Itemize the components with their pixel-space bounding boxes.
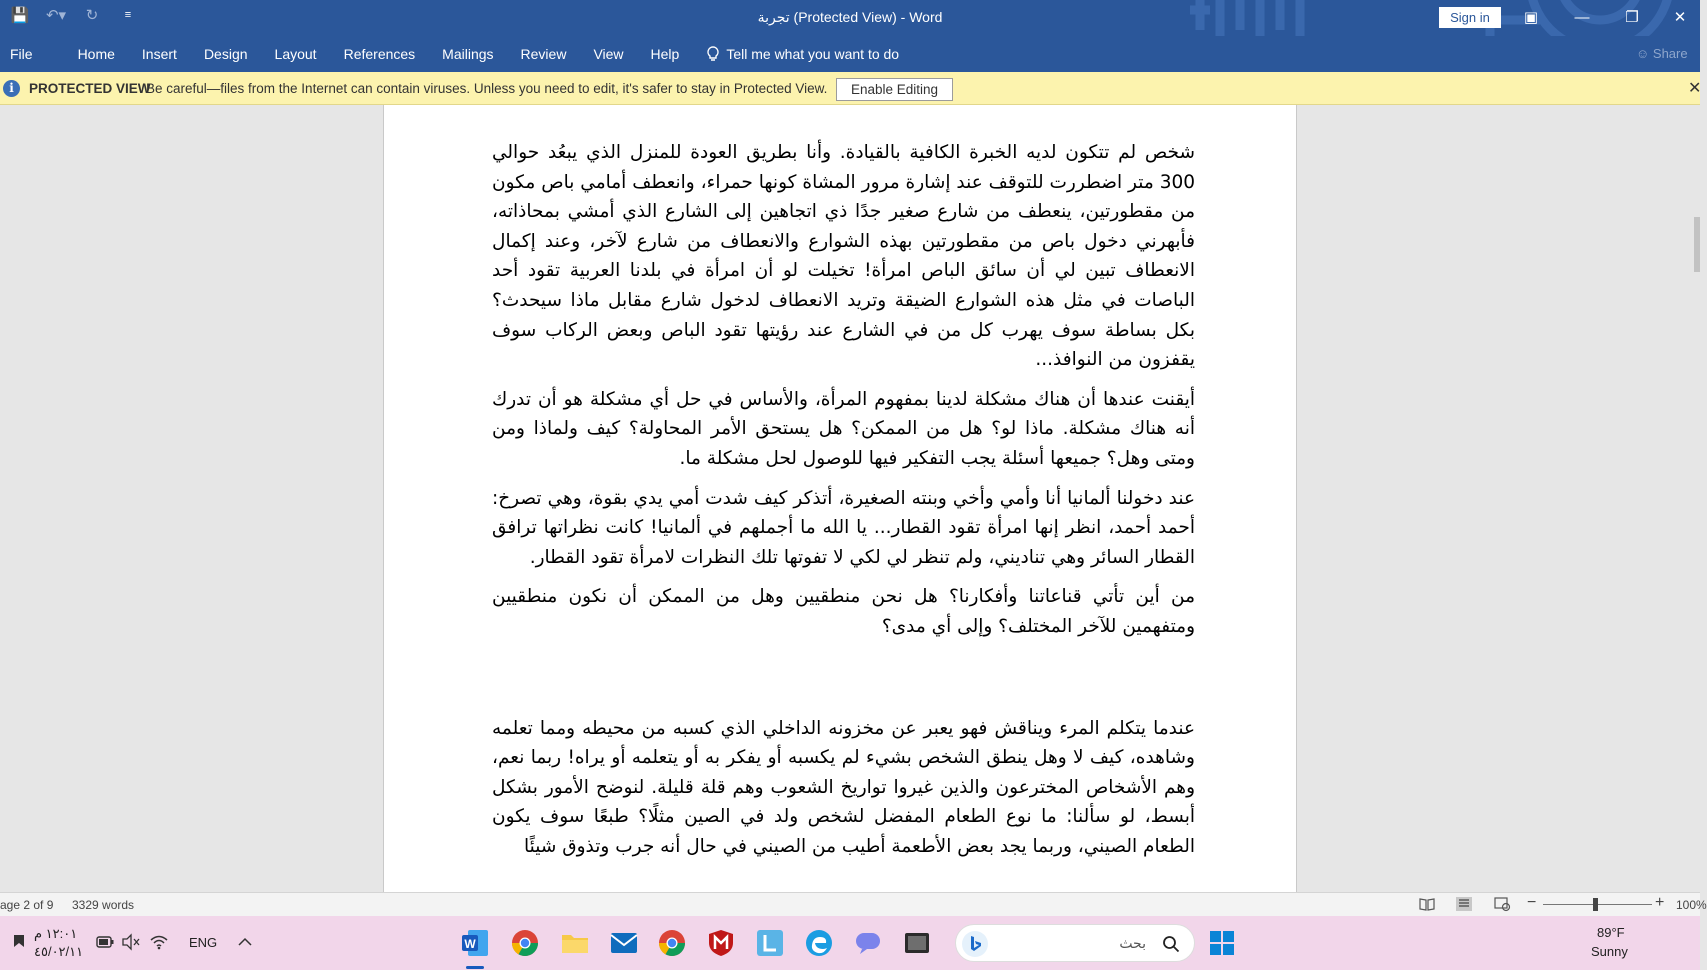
zoom-out-button[interactable]: − (1527, 894, 1537, 911)
window-title: تجربة (Protected View) - Word (757, 9, 943, 25)
tab-references[interactable]: References (343, 46, 416, 62)
info-icon: i (3, 80, 20, 97)
tab-home[interactable]: Home (77, 46, 115, 62)
tell-me-search[interactable] (706, 46, 899, 62)
document-body (492, 138, 1195, 871)
protected-view-title: PROTECTED VIEW (29, 81, 151, 96)
scrollbar-thumb[interactable] (1694, 217, 1700, 272)
document-page (383, 105, 1297, 892)
document-area (0, 105, 1700, 892)
paragraph: شخص لم تتكون لديه الخبرة الكافية بالقيادة. وأنا بطريق العودة للمنزل الذي يبعُد حوالي 300 متر اضطررت للتوقف عند إشارة مرور المشاة كونها حمراء، وانعطف أمامي باص مكون من مقطورتين، ينعطف من شارع صغير جدًا ذي اتجاهين إلى الشارع الذي أمشي بمحاذاته، فأبهرني دخول باص من مقطورتين بهذه الشوارع والانعطاف من شارع لآخر، وعند إكمال الانعطاف تبين لي أن سائق الباص امرأة! تخيلت لو أن امرأة في بلدنا العربية تقود أحد الباصات في مثل هذه الشوارع الضيقة وتريد الانعطاف لدخول شارع مقابل ماذا سيحدث؟ بكل بساطة سوف يهرب كل من في الشارع عند رؤيتها تقود الباص وبعض الركاب سوف يقفزون من النوافذ... (492, 142, 1195, 371)
svg-text:W: W (464, 937, 476, 951)
ribbon-display-options-icon[interactable]: ▣ (1523, 9, 1539, 26)
learning-app-icon[interactable] (751, 924, 789, 962)
notification-icon[interactable] (10, 933, 28, 951)
chat-icon[interactable] (849, 924, 887, 962)
taskbar (0, 916, 1700, 970)
wifi-icon[interactable] (150, 934, 168, 950)
clock-date[interactable]: ٤٥/٠٢/١١ (34, 944, 84, 959)
start-icon[interactable] (1203, 924, 1241, 962)
media-player-icon[interactable] (898, 924, 936, 962)
chrome-profile-icon[interactable] (653, 924, 691, 962)
protected-view-bar (0, 72, 1700, 105)
zoom-in-button[interactable]: + (1655, 894, 1665, 911)
person-icon: ☺ (1636, 46, 1650, 61)
customize-qat-icon[interactable]: ≡ (124, 9, 132, 21)
paragraph: عندما يتكلم المرء ويناقش فهو يعبر عن مخزونه الداخلي الذي كسبه من محيطه ومما تعلمه وشاهده، كيف لا وهل ينطق الشخص بشيء لم يكسبه أو يفكر به أو يتعلمه أو يراه! ربما نعم، وهم الأشخاص المخترعون والذين غيروا تواريخ الشعوب وهم قلة قليلة. لنوضح الأمور بشكل أبسط، لو سألنا: ما نوع الطعام المفضل لشخص ولد في الصين مثلًا؟ طبعًا سوف يكون الطعام الصيني، وربما يجد بعض الأطعمة أطيب من الصيني في حال أنه جرب وتذوق شيئًا (492, 717, 1195, 857)
status-bar (0, 892, 1707, 916)
weather-description[interactable]: Sunny (1591, 944, 1628, 959)
word-count[interactable]: 3329 words (72, 898, 135, 912)
share-button[interactable] (1636, 46, 1688, 61)
zoom-slider-thumb[interactable] (1593, 898, 1598, 911)
ribbon-tabs (0, 36, 1700, 72)
active-app-indicator (466, 966, 484, 969)
vertical-scrollbar[interactable] (1694, 105, 1700, 892)
page-count[interactable]: age 2 of 9 (0, 898, 54, 912)
file-explorer-icon[interactable] (556, 924, 594, 962)
chrome-icon[interactable] (506, 924, 544, 962)
mail-icon[interactable] (605, 924, 643, 962)
maximize-button[interactable]: ❐ (1625, 9, 1639, 26)
minimize-button[interactable]: — (1574, 9, 1590, 26)
read-mode-icon[interactable] (1419, 897, 1435, 911)
bing-icon[interactable] (962, 931, 988, 957)
input-language[interactable]: ENG (189, 935, 218, 950)
sign-in-button[interactable]: Sign in (1439, 7, 1501, 28)
weather-temperature[interactable]: 89°F (1597, 925, 1625, 940)
tab-review[interactable]: Review (520, 46, 567, 62)
paragraph: من أين تأتي قناعاتنا وأفكارنا؟ هل نحن منطقيين وهل من الممكن أن نكون منطقيين ومتفهمين للآخر المختلف؟ وإلى أي مدى؟ (492, 586, 1195, 637)
close-window-button[interactable]: ✕ (1673, 9, 1687, 26)
undo-icon[interactable]: ↶▾ (45, 7, 67, 24)
lightbulb-icon (706, 46, 720, 62)
tab-layout[interactable]: Layout (274, 46, 317, 62)
tab-mailings[interactable]: Mailings (442, 46, 494, 62)
edge-icon[interactable] (800, 924, 838, 962)
clock-time[interactable]: ١٢:٠١ م (34, 926, 78, 941)
tab-view[interactable]: View (593, 46, 624, 62)
tab-design[interactable]: Design (203, 46, 248, 62)
share-label: Share (1652, 46, 1688, 61)
zoom-level[interactable]: 100% (1676, 898, 1707, 912)
tab-file[interactable]: File (10, 46, 33, 62)
tell-me-label: Tell me what you want to do (726, 46, 900, 62)
taskbar-search[interactable] (955, 924, 1195, 962)
word-taskbar-icon[interactable] (456, 924, 494, 962)
battery-icon[interactable] (96, 935, 114, 949)
web-layout-icon[interactable] (1494, 897, 1510, 911)
tab-help[interactable]: Help (650, 46, 680, 62)
protected-view-message: Be careful—files from the Internet can contain viruses. Unless you need to edit, it's safer to stay in Protected View. (146, 81, 828, 96)
paragraph: عند دخولنا ألمانيا أنا وأمي وأخي وبنته الصغيرة، أتذكر كيف شدت أمي يدي بقوة، وهي تصرخ: أحمد أحمد، انظر إنها امرأة تقود القطار... يا الله ما أجملهم في ألمانيا! كانت نظراتها ترافق القطار السائر وهي تناديني، ولم تنظر لي لكي لا تفوتها تلك النظرات لامرأة تقود القطار. (492, 487, 1195, 568)
print-layout-icon[interactable] (1456, 897, 1472, 911)
search-placeholder: بحث (1119, 935, 1146, 951)
save-icon[interactable]: 💾 (10, 7, 30, 24)
title-bar (0, 0, 1700, 36)
enable-editing-button[interactable]: Enable Editing (836, 78, 953, 101)
paragraph: أيقنت عندها أن هناك مشكلة لدينا بمفهوم المرأة، والأساس في حل أي مشكلة هو أن تدرك أنه هناك مشكلة. ماذا لو؟ هل من الممكن؟ هل يستحق الأمر المحاولة؟ كيف ولماذا ومن ومتى وهل؟ جميعها أسئلة يجب التفكير فيها للوصول لحل مشكلة ما. (492, 388, 1195, 469)
speaker-muted-icon[interactable] (122, 934, 140, 950)
search-icon (1162, 935, 1180, 953)
tab-insert[interactable]: Insert (141, 46, 177, 62)
close-icon[interactable]: ✕ (1688, 80, 1702, 97)
quick-access-toolbar (8, 6, 140, 24)
chevron-up-icon[interactable] (238, 937, 252, 947)
redo-icon[interactable]: ↻ (85, 7, 99, 24)
mcafee-shield-icon[interactable] (702, 924, 740, 962)
